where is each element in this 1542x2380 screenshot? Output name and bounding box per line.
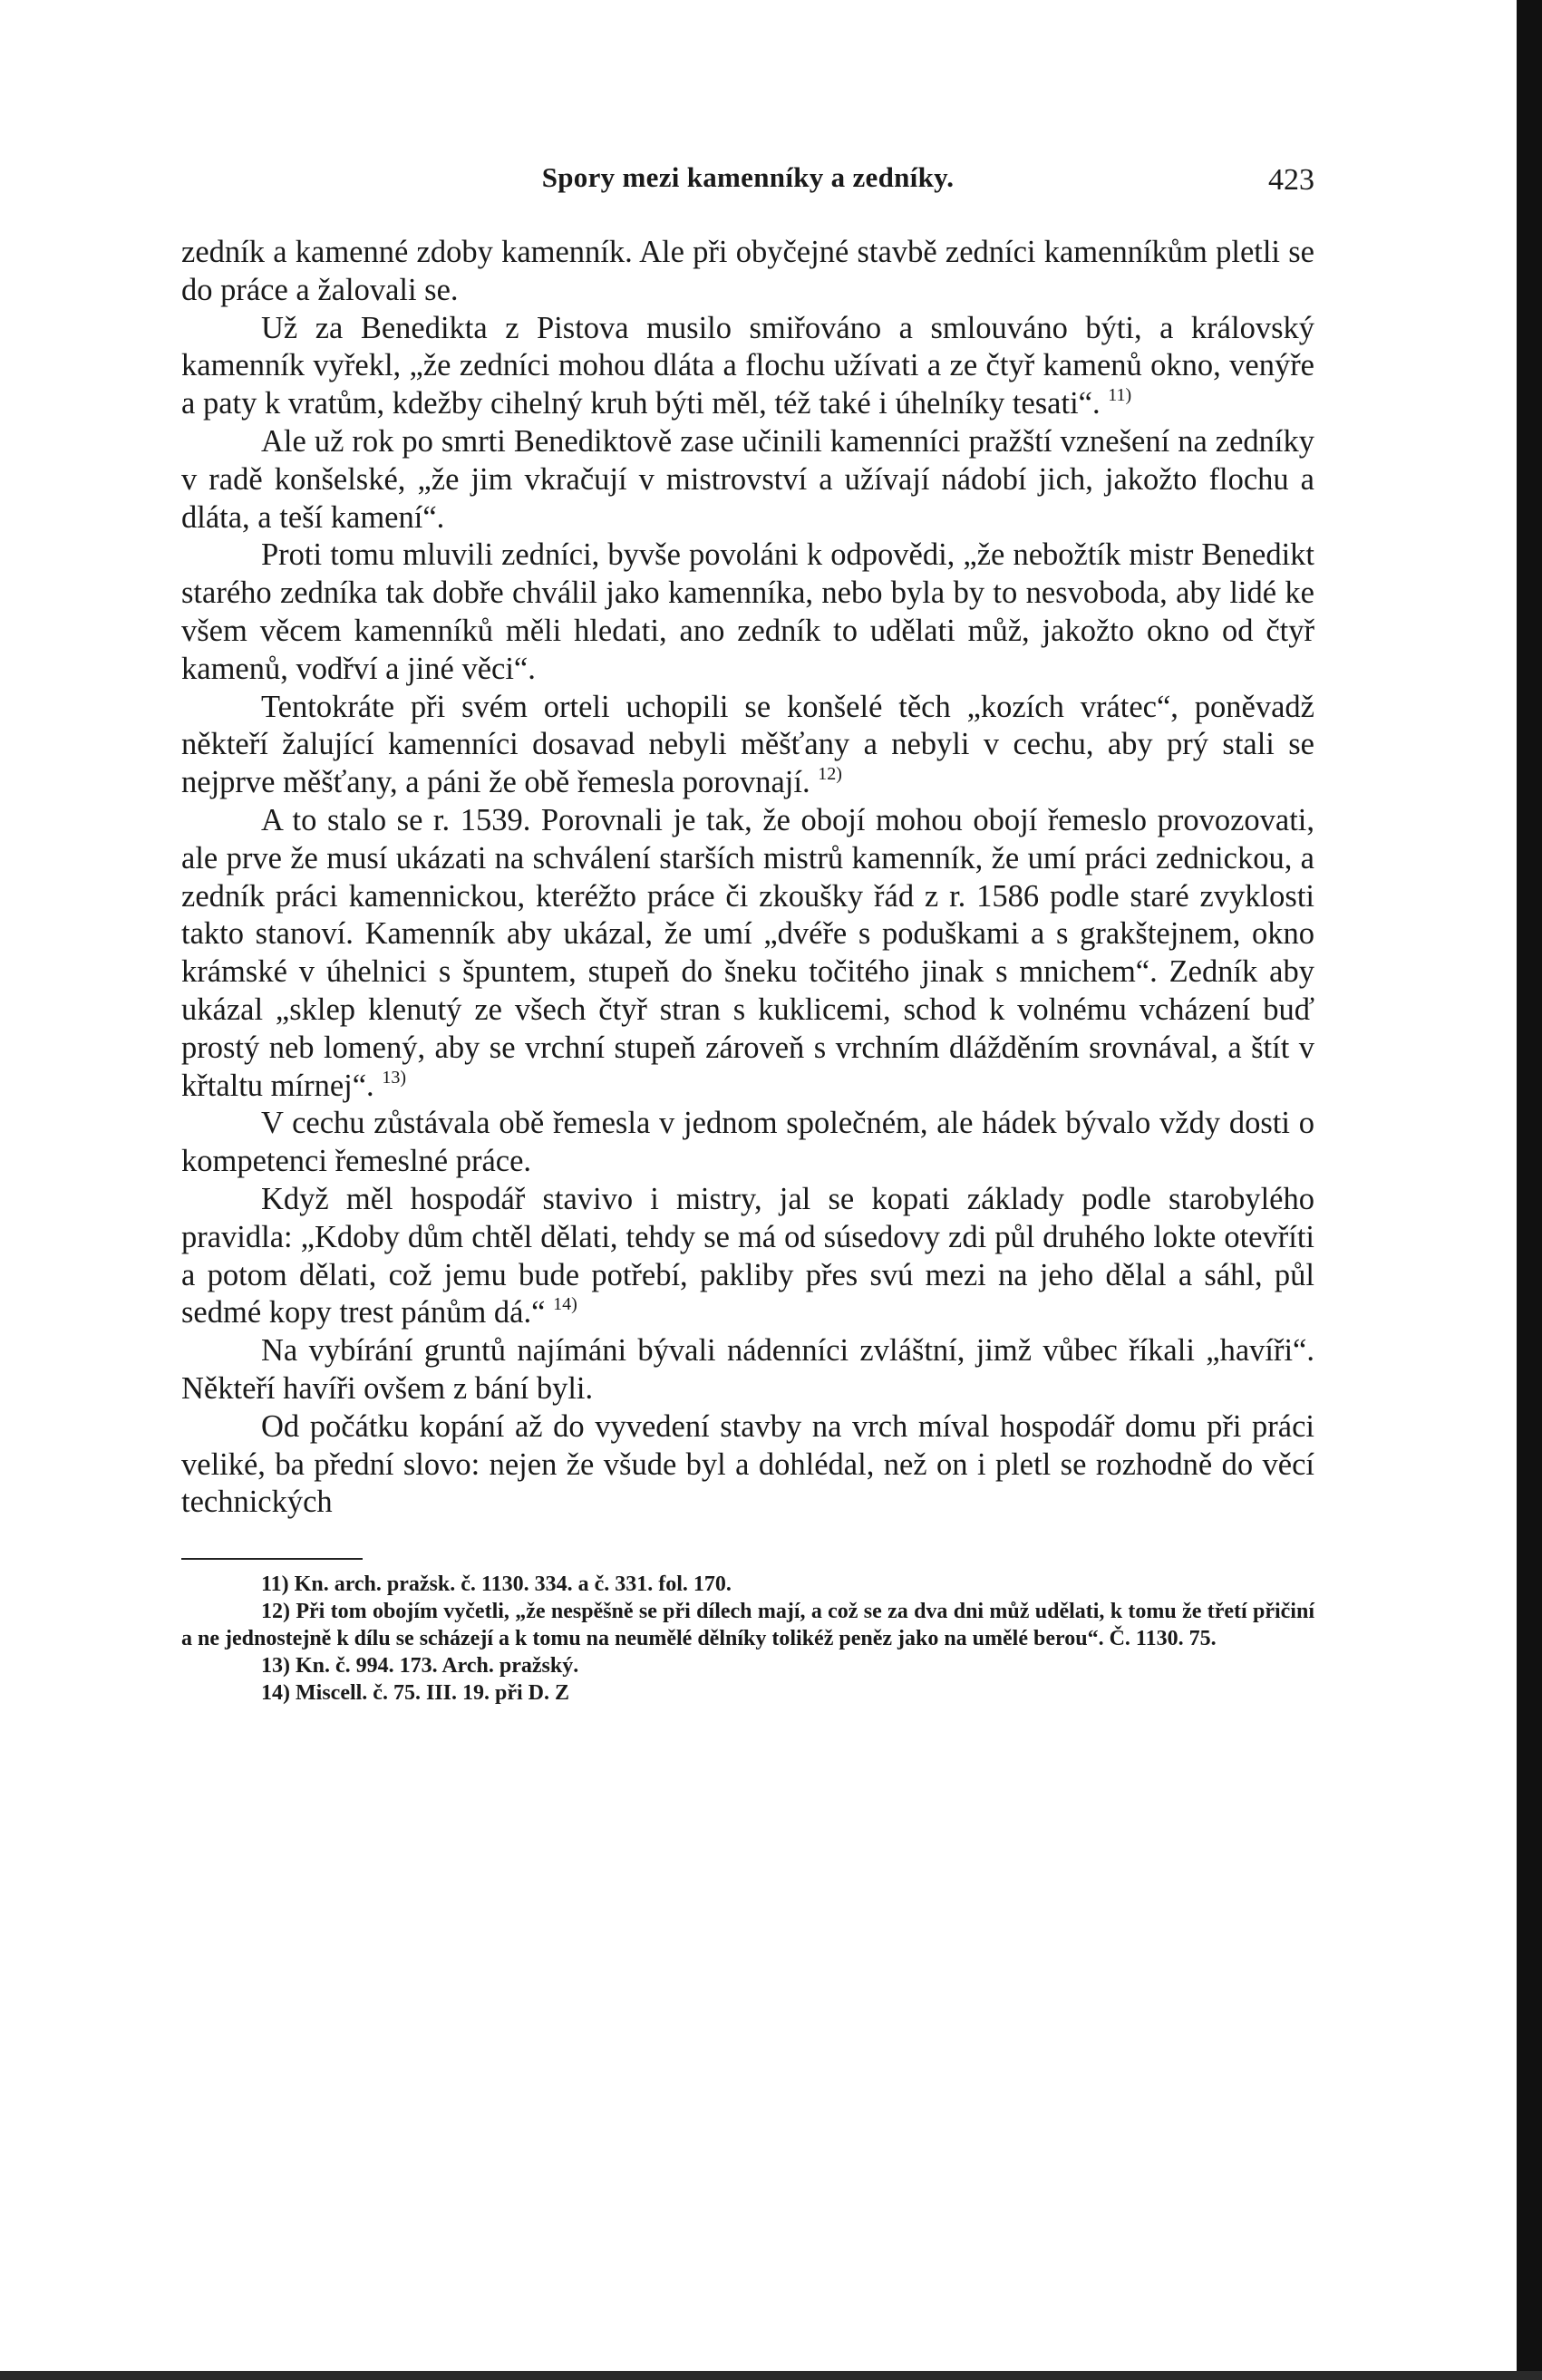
book-page [181, 161, 1314, 1707]
footnote-ref: 14) [553, 1294, 577, 1315]
footnote: 14) Miscell. č. 75. III. 19. při D. Z [261, 1681, 569, 1706]
running-head [181, 161, 1314, 207]
paragraph: Když měl hospodář stavivo i mistry, jal se kopati základy podle starobylého pravidla: „Kdoby dům chtěl dělati, tehdy se má od súsedovy zdi půl druhého lokte otevříti a potom dělati, což jemu bude potřebí, pakliby přes svú mezi na jeho dělal a sáhl, půl sedmé kopy trest pánům dá.“ $^{14)}$ [181, 1181, 1314, 1330]
footnote: 12) Při tom obojím vyčetli, „že nespěšně se při dílech mají, a což se za dva dni můž udělati, k tomu že třetí přičiní a ne jednostejně k dílu se scházejí a k tomu na neumělé dělníky tolikéž peněz jako na umělé berou“. Č. 1130. 75. [181, 1600, 1314, 1651]
paragraph: zedník a kamenné zdoby kamenník. Ale při obyčejné stavbě zedníci kamenníkům pletli se do práce a žalovali se. [181, 235, 1314, 307]
footnote-divider [181, 1558, 363, 1560]
footnote-ref: 11) [1108, 385, 1132, 406]
paragraph: Od počátku kopání až do vyvedení stavby na vrch míval hospodář domu při práci veliké, ba přední slovo: nejen že všude byl a dohlédal, než on i pletl se rozhodně do věcí technických [181, 1408, 1314, 1520]
paragraph: Tentokráte při svém orteli uchopili se konšelé těch „kozích vrátec“, poněvadž někteří žalující kamenníci dosavad nebyli měšťany a nebyli v cechu, aby prý stali se nejprve měšťany, a páni že obě řemesla porovnají. $^{12)}$ [181, 689, 1314, 800]
paragraph: Ale už rok po smrti Benediktově zase učinili kamenníci pražští vznešení na zedníky v radě konšelské, „že jim vkračují v mistrovství a užívají nádobí jich, jakožto flochu a dláta, a teší kamení“. [181, 423, 1314, 535]
scan-border-bottom [0, 2371, 1542, 2380]
footnote: 11) Kn. arch. pražsk. č. 1130. 334. a č. 331. fol. 170. [261, 1572, 732, 1597]
footnote-ref: 13) [382, 1067, 406, 1088]
footnote-ref: 12) [818, 764, 842, 785]
running-title: Spory mezi kamenníky a zedníky. [541, 161, 955, 193]
body-text [181, 234, 1314, 1522]
paragraph: V cechu zůstávala obě řemesla v jednom společném, ale hádek bývalo vždy dosti o kompetenci řemeslné práce. [181, 1106, 1314, 1179]
footnotes [181, 1571, 1314, 1707]
paragraph: Na vybírání gruntů najímáni bývali nádenníci zvláštní, jimž vůbec říkali „havíři“. Někteří havíři ovšem z bání byli. [181, 1333, 1314, 1406]
paragraph: Už za Benedikta z Pistova musilo smiřováno a smlouváno býti, a královský kamenník vyřekl, „že zedníci mohou dláta a flochu užívati a ze čtyř kamenů okno, venýře a paty k vratům, kdežby cihelný kruh býti měl, též také i úhelníky tesati“. $^{11)}$ [181, 310, 1314, 421]
scan-border-right [1517, 0, 1542, 2380]
paragraph: Proti tomu mluvili zedníci, byvše povoláni k odpovědi, „že nebožtík mistr Benedikt starého zedníka tak dobře chválil jako kamenníka, nebo byla by to nesvoboda, aby lidé ke všem věcem kamenníků měli hledati, ano zedník to udělati můž, jakožto okno od čtyř kamenů, vodřví a jiné věci“. [181, 537, 1314, 686]
footnote: 13) Kn. č. 994. 173. Arch. pražský. [261, 1654, 579, 1679]
page-number: 423 [1268, 163, 1314, 197]
paragraph: A to stalo se r. 1539. Porovnali je tak, že obojí mohou obojí řemeslo provozovati, ale prve že musí ukázati na schválení starších mistrů kamenník, že umí práci zednickou, a zedník práci kamennickou, kteréžto práce či zkoušky řád z r. 1586 podle staré zvyklosti takto stanoví. Kamenník aby ukázal, že umí „dvéře s poduškami a s grakštejnem, okno krámské v úhelnici s špuntem, stupeň do šneku točitého jinak s mnichem“. Zedník aby ukázal „sklep klenutý ze všech čtyř stran s kuklicemi, schod k volnému vcházení buď prostý neb lomený, aby se vrchní stupeň zároveň s vrchním dlážděním srovnával, a štít v křtaltu mírnej“. $^{13)}$ [181, 802, 1314, 1103]
